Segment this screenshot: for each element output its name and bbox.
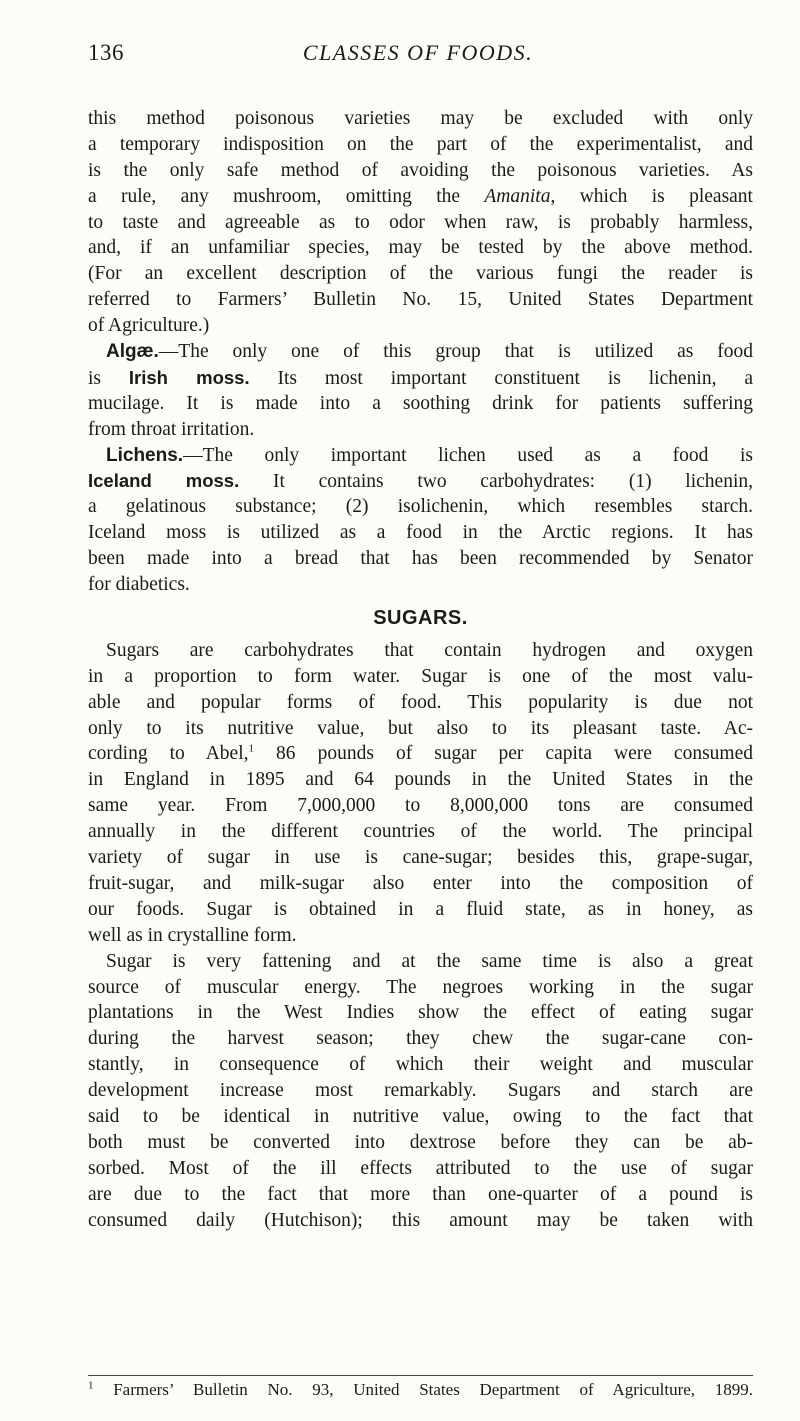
footnote-marker: 1 bbox=[88, 1379, 94, 1392]
text-run: , which is pleasant bbox=[550, 185, 753, 207]
text-line: said to be identical in nutritive value, owing to the fact that bbox=[88, 1105, 753, 1127]
text-line: source of muscular energy. The negroes working in the sugar bbox=[88, 976, 753, 998]
text-line: been made into a bread that has been recommended by Senator bbox=[88, 548, 753, 570]
text-line: referred to Farmers’ Bulletin No. 15, United States Department bbox=[88, 289, 753, 311]
text-run: cording to Abel, bbox=[88, 743, 249, 765]
text-line: a gelatinous substance; (2) isolichenin, which resembles starch. bbox=[88, 496, 753, 518]
text-line: consumed daily (Hutchison); this amount may be taken with bbox=[88, 1209, 753, 1231]
text-line: mucilage. It is made into a soothing drink for patients suffering bbox=[88, 392, 753, 414]
text-line: same year. From 7,000,000 to 8,000,000 tons are consumed bbox=[88, 795, 753, 817]
text-line: a temporary indisposition on the part of the experimentalist, and bbox=[88, 133, 753, 155]
text-line: Iceland moss is utilized as a food in the Arctic regions. It has bbox=[88, 522, 753, 544]
paragraph-algae bbox=[88, 339, 753, 365]
footnote-reference: 1 bbox=[248, 742, 255, 755]
text-run: a rule, any mushroom, omitting the bbox=[88, 185, 485, 207]
text-line: are due to the fact that more than one-quarter of a pound is bbox=[88, 1183, 753, 1205]
text-line: our foods. Sugar is obtained in a fluid state, as in honey, as bbox=[88, 898, 753, 920]
text-line: during the harvest season; they chew the sugar-cane con- bbox=[88, 1028, 753, 1050]
footnote bbox=[88, 1379, 753, 1401]
text-line: Sugars are carbohydrates that contain hydrogen and oxygen bbox=[106, 639, 753, 661]
text-run: 86 pounds of sugar per capita were consumed bbox=[254, 743, 753, 765]
text-line: and, if an unfamiliar species, may be tested by the above method. bbox=[88, 237, 753, 259]
text-line: to taste and agreeable as to odor when raw, is probably harmless, bbox=[88, 211, 753, 233]
text-line bbox=[88, 741, 753, 767]
running-head: CLASSES OF FOODS. bbox=[302, 40, 534, 65]
text-line: from throat irritation. bbox=[88, 418, 255, 440]
text-line: only to its nutritive value, but also to its pleasant taste. Ac- bbox=[88, 717, 753, 739]
text-run: —The only important lichen used as a food is bbox=[183, 444, 753, 466]
text-line: both must be converted into dextrose before they can be ab- bbox=[88, 1131, 753, 1153]
footnote-rule bbox=[88, 1375, 753, 1376]
text-run: —The only one of this group that is utilized as food bbox=[158, 341, 753, 363]
body-text bbox=[88, 106, 753, 1233]
text-line: (For an excellent description of the various fungi the reader is bbox=[88, 263, 753, 285]
text-line: development increase most remarkably. Sugars and starch are bbox=[88, 1080, 753, 1102]
text-run: is bbox=[88, 367, 129, 389]
text-line: stantly, in consequence of which their weight and muscular bbox=[88, 1054, 753, 1076]
text-line: fruit-sugar, and milk-sugar also enter into the composition of bbox=[88, 872, 753, 894]
page-number: 136 bbox=[88, 40, 124, 65]
text-line: this method poisonous varieties may be excluded with only bbox=[88, 108, 753, 129]
algae-heading: Algæ. bbox=[106, 341, 159, 363]
text-line: annually in the different countries of the world. The principal bbox=[88, 821, 753, 843]
text-line: in England in 1895 and 64 pounds in the United States in the bbox=[88, 769, 753, 791]
text-line: plantations in the West Indies show the effect of eating sugar bbox=[88, 1002, 753, 1024]
text-line: sorbed. Most of the ill effects attributed to the use of sugar bbox=[88, 1157, 753, 1179]
text-line: in a proportion to form water. Sugar is one of the most valu- bbox=[88, 665, 753, 687]
paragraph-lichens bbox=[88, 443, 753, 469]
text-line: Sugar is very fattening and at the same time is also a great bbox=[106, 950, 753, 972]
text-line: for diabetics. bbox=[88, 574, 190, 596]
text-line: well as in crystalline form. bbox=[88, 924, 297, 946]
text-line: of Agriculture.) bbox=[88, 315, 210, 337]
text-line bbox=[88, 184, 753, 210]
text-line: variety of sugar in use is cane-sugar; besides this, grape-sugar, bbox=[88, 847, 753, 869]
text-line bbox=[88, 365, 753, 391]
text-line: able and popular forms of food. This popularity is due not bbox=[88, 691, 753, 713]
text-line bbox=[88, 468, 753, 494]
footnote-text: Farmers’ Bulletin No. 93, United States Department of Agriculture, 1899. bbox=[93, 1380, 753, 1399]
lichens-heading: Lichens. bbox=[106, 444, 184, 466]
text-line: is the only safe method of avoiding the poisonous varieties. As bbox=[88, 159, 753, 181]
text-run: Its most important constituent is lichenin, a bbox=[249, 367, 753, 389]
genus-name: Amanita bbox=[484, 185, 551, 207]
iceland-moss-term: Iceland moss. bbox=[88, 470, 240, 492]
page-header bbox=[88, 40, 748, 74]
section-heading: SUGARS. bbox=[373, 606, 468, 629]
irish-moss-term: Irish moss. bbox=[128, 366, 250, 388]
text-run: It contains two carbohydrates: (1) lichenin, bbox=[239, 471, 753, 493]
